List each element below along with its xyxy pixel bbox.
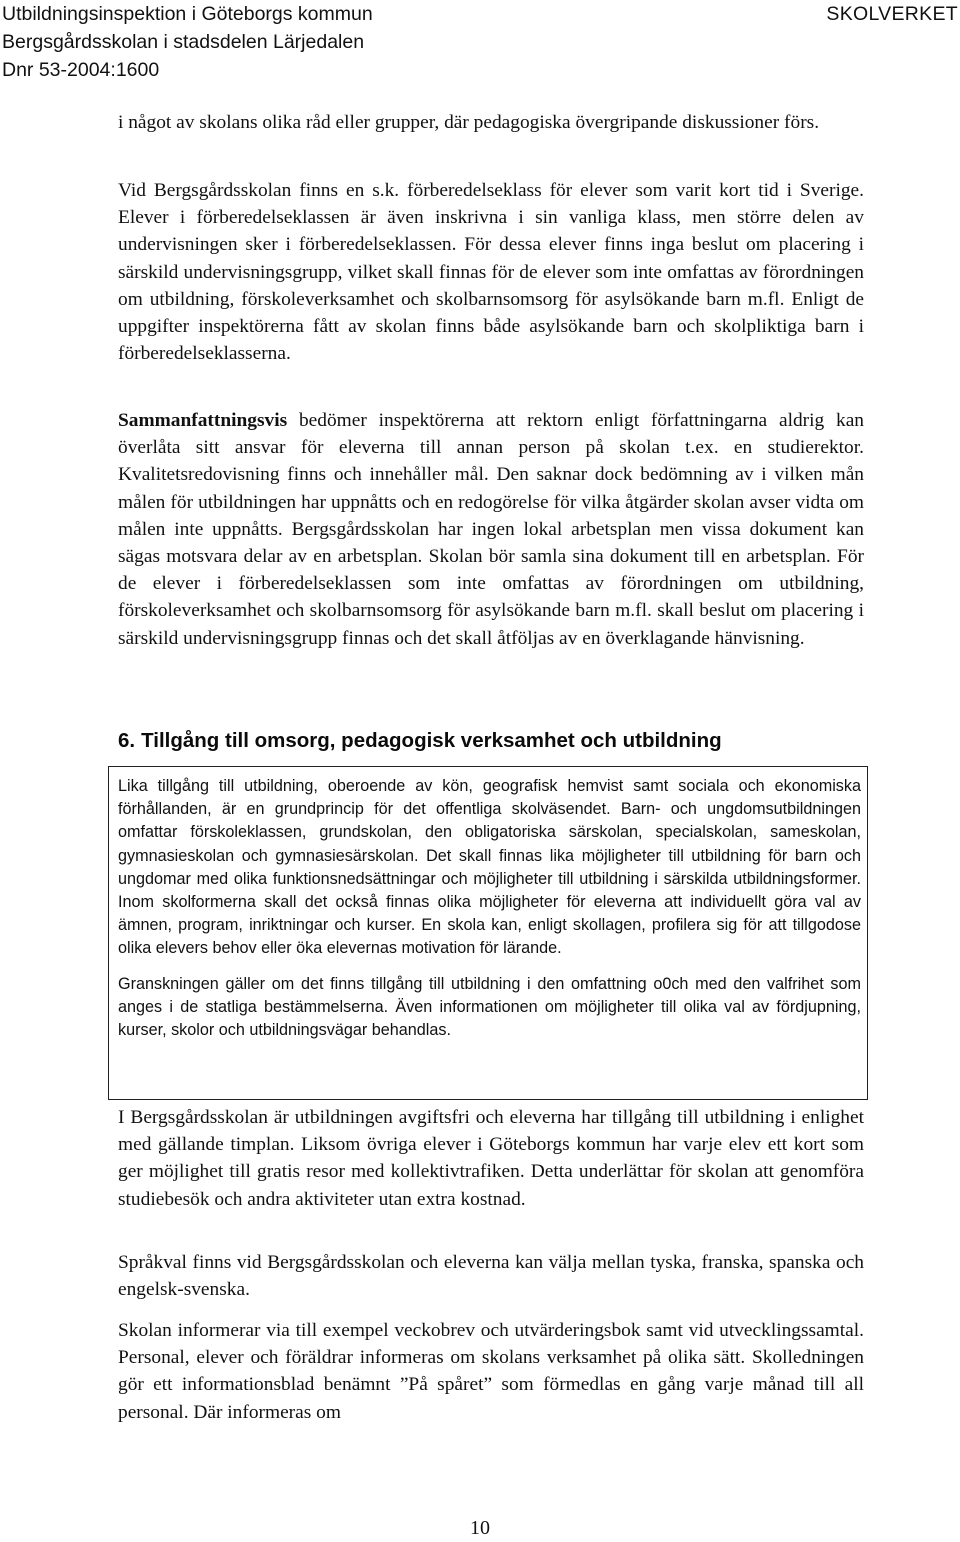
paragraph-free-education xyxy=(118,1104,864,1213)
header-registration-number: Dnr 53-2004:1600 xyxy=(2,59,160,81)
header-inspection-line: Utbildningsinspektion i Göteborgs kommun xyxy=(2,3,373,25)
page-number: 10 xyxy=(470,1517,490,1539)
paragraph-information xyxy=(118,1317,864,1426)
criteria-box xyxy=(108,766,868,1100)
section-number: 6. xyxy=(118,729,136,752)
page-header xyxy=(0,0,960,90)
top-paragraph-block xyxy=(118,109,864,136)
section-title: Tillgång till omsorg, pedagogisk verksamhet och utbildning xyxy=(141,729,722,752)
header-brand: SKOLVERKET xyxy=(826,3,958,25)
header-school-line: Bergsgårdsskolan i stadsdelen Lärjedalen xyxy=(2,31,365,53)
summary-rest: bedömer inspektörerna att rektorn enligt författningarna aldrig kan överlåta sitt ansvar för eleverna till annan person på skolan t.ex. en studierektor. Kvalitetsredovisning finns och innehåller mål. Den saknar dock bedömning av i vilken mån målen för utbildningen har uppnåtts och en redogörelse för vilka åtgärder skolan avser vidta om målen inte uppnåtts. Bergsgårdsskolan har ingen lokal arbetsplan men vissa dokument kan sägas motsvara delar av en arbetsplan. Skolan bör samla sina dokument till en arbetsplan. För de elever i förberedelseklassen som inte omfattas av förordningen om utbildning, förskoleverksamhet och skolbarnsomsorg för asylsökande barn m.fl. skall beslut om placering i särskild undervisningsgrupp finnas och det skall åtföljas av en överklagande hänvisning. xyxy=(118,410,864,649)
paragraph-text: Vid Bergsgårdsskolan finns en s.k. förberedelseklass för elever som varit kort tid i Sverige. Elever i förberedelseklassen är även inskrivna i sin vanliga klass, men större delen av undervisningen sker i förberedelseklassen. För dessa elever finns inga beslut om placering i särskild undervisningsgrupp, vilket skall finnas för de elever som inte omfattas av förordningen om utbildning, förskoleverksamhet och skolbarnsomsorg för asylsökande barn m.fl. Enligt de uppgifter inspektörerna fått av skolan finns både asylsökande barn och skolpliktiga barn i förberedelseklasserna. xyxy=(118,180,864,365)
paragraph-summary xyxy=(118,407,864,652)
paragraph-text: Skolan informerar via till exempel veckobrev och utvärderingsbok samt vid utvecklingssamtal. Personal, elever och föräldrar informeras om skolans verksamhet på olika sätt. Skolledningen gör ett informationsblad benämnt ”På spåret” som förmedlas en gång varje månad till all personal. Där informeras om xyxy=(118,1320,864,1423)
summary-lead: Sammanfattningsvis xyxy=(118,410,288,431)
paragraph-text: I Bergsgårdsskolan är utbildningen avgiftsfri och eleverna har tillgång till utbildning i enlighet med gällande timplan. Liksom övriga elever i Göteborgs kommun har varje elev ett kort som ger möjlighet till gratis resor med kollektivtrafiken. Detta underlättar för skolan att genomföra studiebesök och andra aktiviteter utan extra kostnad. xyxy=(118,1107,864,1210)
paragraph-preparatory-class xyxy=(118,177,864,367)
section-heading xyxy=(118,727,878,755)
paragraph-continuation: i något av skolans olika råd eller grupper, där pedagogiska övergripande diskussioner förs. xyxy=(118,112,820,133)
criteria-paragraph-2: Granskningen gäller om det finns tillgång till utbildning i den omfattning o0ch med den valfrihet som anges i de statliga bestämmelserna. Även informationen om möjligheter till olika val av fördjupning, kurser, skolor och utbildningsvägar behandlas. xyxy=(118,974,861,1040)
paragraph-text: Språkval finns vid Bergsgårdsskolan och eleverna kan välja mellan tyska, franska, spanska och engelsk-svenska. xyxy=(118,1252,864,1301)
paragraph-language-choice xyxy=(118,1249,864,1303)
criteria-paragraph-1: Lika tillgång till utbildning, oberoende av kön, geografisk hemvist samt sociala och ekonomiska förhållanden, är en grundprincip för det offentliga skolväsendet. Barn- och ungdomsutbildningen omfattar förskoleklassen, grundskolan, den obligatoriska särskolan, specialskolan, sameskolan, gymnasieskolan och gymnasiesärskolan. Det skall finnas lika möjligheter till utbildning för barn och ungdomar med olika funktionsnedsättningar och möjligheter till utbildning i särskilda utbildningsformer. Inom skolformerna skall det också finnas olika möjligheter för eleverna att individuellt göra val av ämnen, program, inriktningar och kurser. En skola kan, enligt skollagen, profilera sig för att tillgodose olika elevers behov eller öka elevernas motivation för lärande. xyxy=(118,777,861,958)
paragraph-text xyxy=(118,407,864,652)
